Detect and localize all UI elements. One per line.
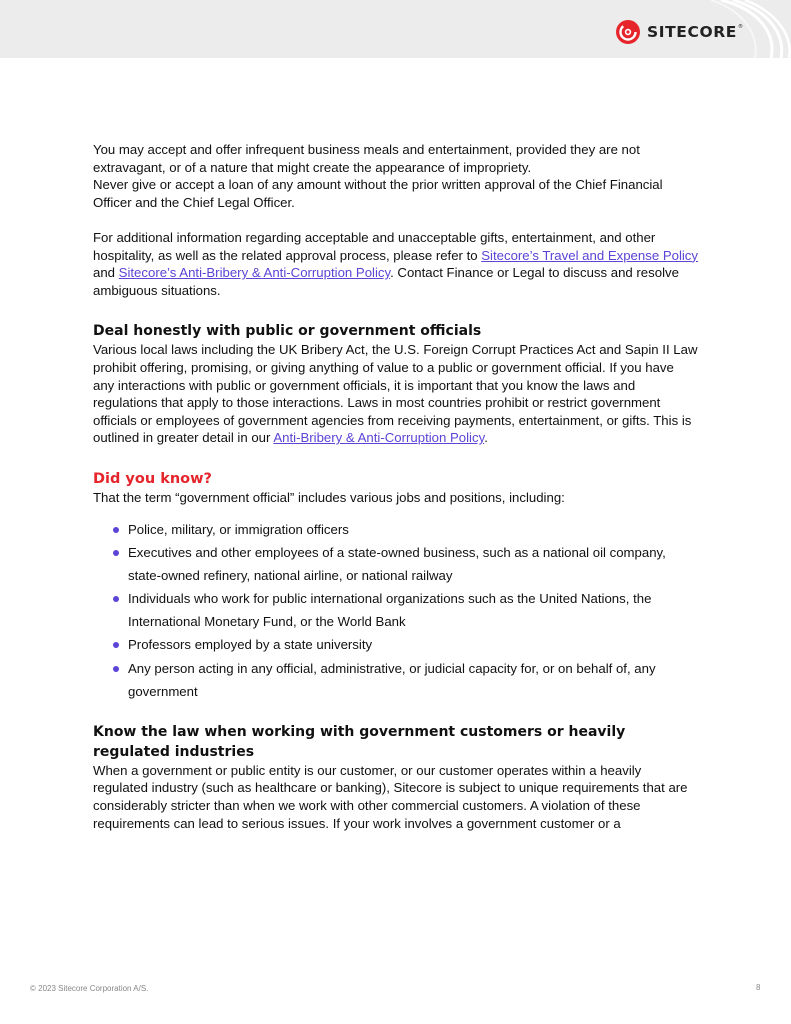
anti-bribery-policy-link[interactable]: Sitecore’s Anti-Bribery & Anti-Corruption Policy [118,265,391,281]
footer-copyright: © 2023 Sitecore Corporation A/S. [30,984,149,993]
brand-wordmark: SITECORE® [647,23,744,41]
heading-government-officials: Deal honestly with public or government officials [93,323,482,340]
bullet-icon [113,527,119,533]
anti-bribery-policy-link-2[interactable]: Anti-Bribery & Anti-Corruption Policy [273,430,485,446]
list-item: Professors employed by a state university [105,634,698,657]
sitecore-logo-icon [615,19,641,45]
list-item: Police, military, or immigration officers [105,519,698,542]
bullet-icon [113,666,119,672]
paragraph-additional-info: For additional information regarding acceptable and unacceptable gifts, entertainment, and other hospitality, as well as the related approval process, please refer to Sitecore’s Travel and Expense Policy and Sitecore’s Anti-Bribery & Anti-Corruption Policy. Contact Finance or Legal to discuss and resolve ambiguous situations. [93,229,698,298]
heading-know-the-law: Know the law when working with government customers or heavily regulated industries [93,723,626,760]
heading-did-you-know: Did you know? [93,470,212,487]
page-number: 8 [756,983,761,992]
paragraph-loans: Never give or accept a loan of any amount without the prior written approval of the Chief Financial Officer and the Chief Legal Officer. [93,177,663,210]
paragraph-know-the-law: When a government or public entity is our customer, or our customer operates within a heavily regulated industry (such as healthcare or banking), Sitecore is subject to unique requirements that are considerably stricter than when we work with other commercial customers. A violation of these requirements can lead to serious issues. If your work involves a government customer or a [93,762,688,831]
main-content [93,141,698,832]
list-item: Individuals who work for public international organizations such as the United Nations, the International Monetary Fund, or the World Bank [105,588,698,633]
paragraph-government-officials: Various local laws including the UK Bribery Act, the U.S. Foreign Corrupt Practices Act and Sapin II Law prohibit offering, promising, or giving anything of value to a public or government official. If you have any interactions with public or government officials, it is important that you know the laws and regulations that apply to those interactions. Laws in most countries prohibit or restrict government officials or employees of government agencies from receiving payments, entertainment, or gifts. This is outlined in greater detail in our Anti-Bribery & Anti-Corruption Policy. [93,342,698,446]
bullet-icon [113,596,119,602]
page-header [0,0,791,58]
list-item: Any person acting in any official, administrative, or judicial capacity for, or on behalf of, any government [105,658,698,703]
list-item: Executives and other employees of a state-owned business, such as a national oil company, state-owned refinery, national airline, or national railway [105,542,698,587]
travel-expense-policy-link[interactable]: Sitecore’s Travel and Expense Policy [481,247,698,263]
government-official-list [93,519,698,704]
paragraph-meals: You may accept and offer infrequent business meals and entertainment, provided they are not extravagant, or of a nature that might create the appearance of impropriety. [93,142,640,175]
bullet-icon [113,550,119,556]
bullet-icon [113,642,119,648]
did-you-know-intro: That the term “government official” includes various jobs and positions, including: [93,489,565,505]
sitecore-logo [615,19,744,45]
